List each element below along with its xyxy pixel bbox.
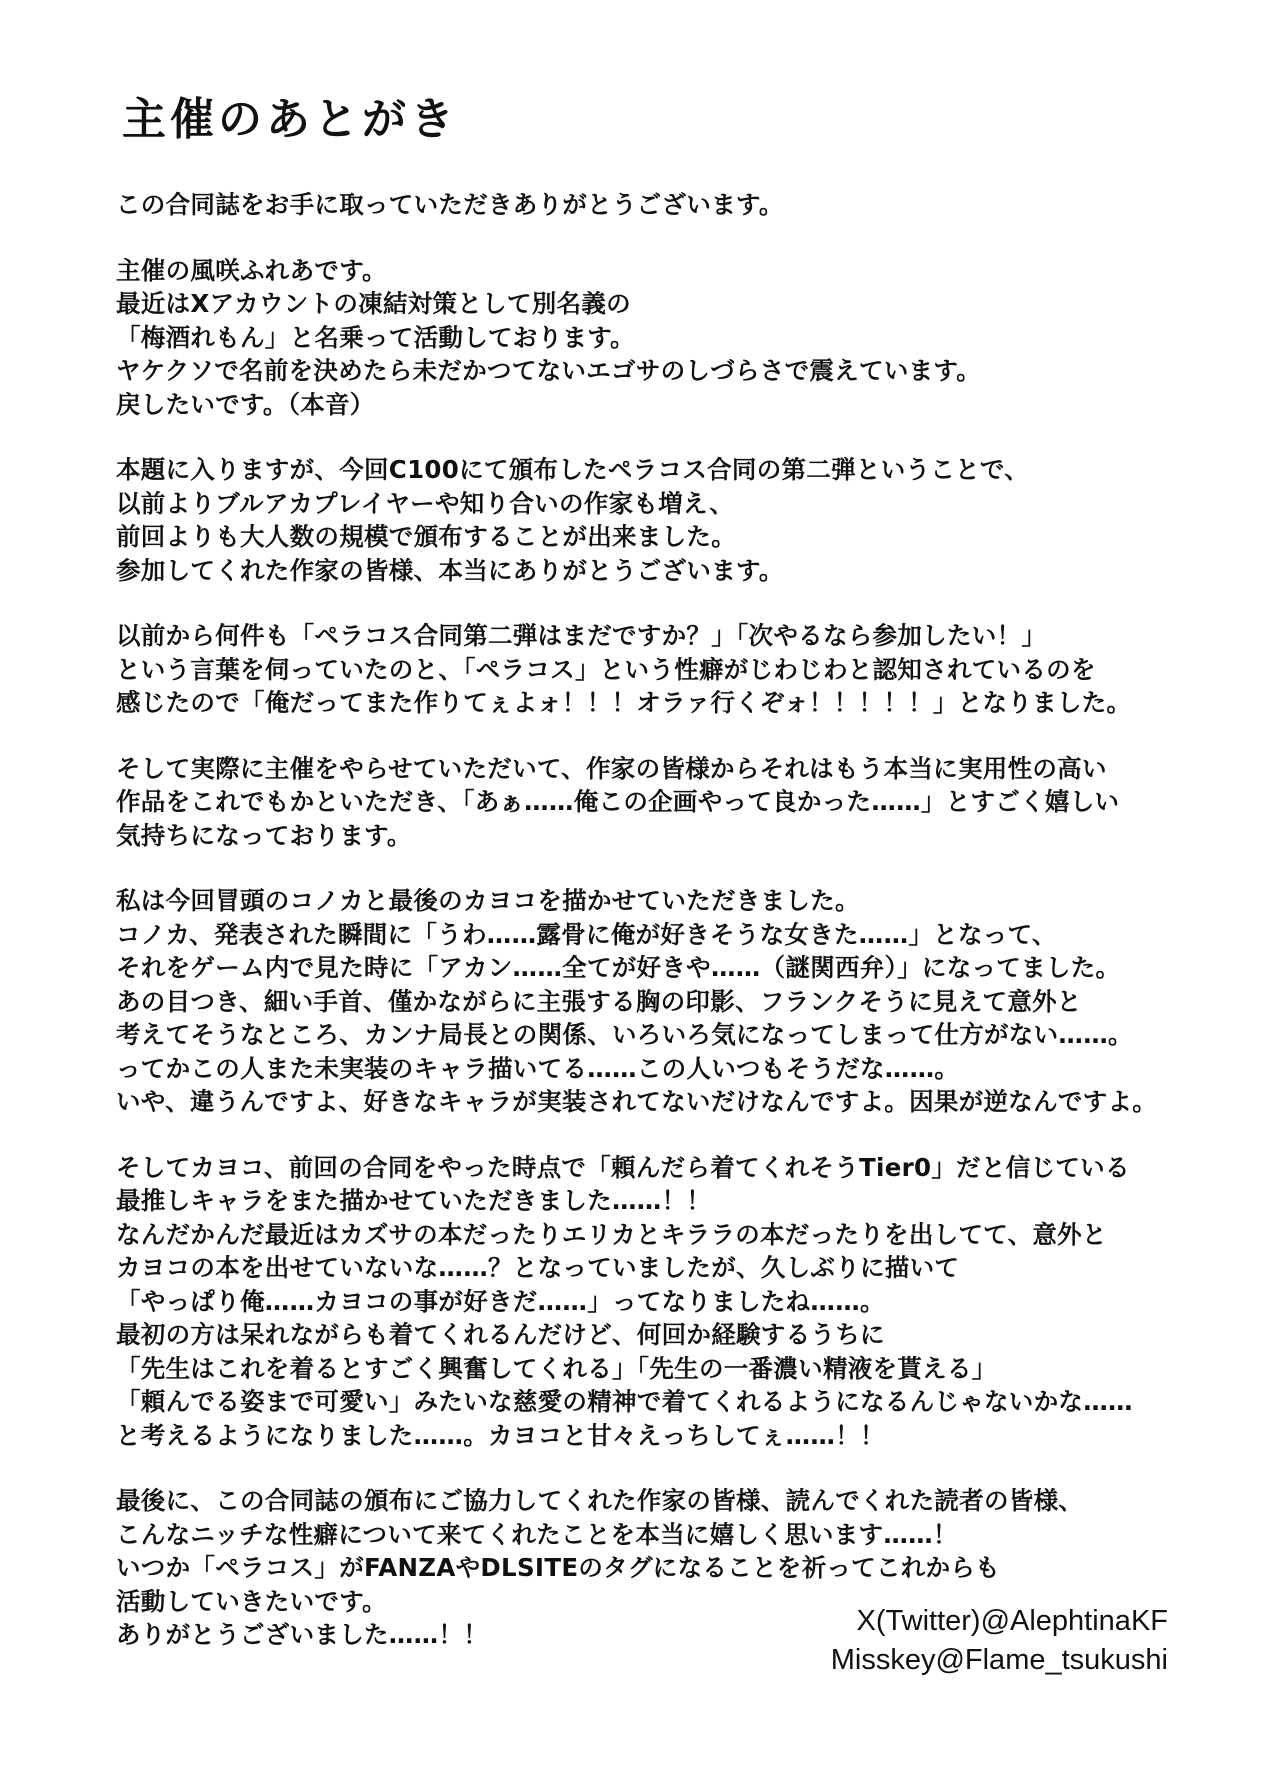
paragraph — [116, 188, 1176, 222]
text-line: 気持ちになっております。 — [116, 820, 412, 850]
text-line: ってかこの人また未実装のキャラ描いてる……この人いつもそうだな……。 — [116, 1053, 960, 1083]
page-title: 主催のあとがき — [122, 94, 458, 145]
text-line: 「やっぱり俺……カヨコの事が好きだ……」ってなりましたね……。 — [116, 1286, 885, 1316]
text-line: 本題に入りますが、今回C100にて頒布したペラコス合同の第二弾ということで、 — [116, 455, 1030, 484]
twitter-handle: X(Twitter)@AlephtinaKF — [856, 1605, 1168, 1637]
text-line: 最後に、この合同誌の頒布にご協力してくれた作家の皆様、読んでくれた読者の皆様、 — [116, 1486, 1084, 1515]
text-line: いつか「ペラコス」がFANZAやDLSITEのタグになることを祈ってこれからも — [116, 1553, 1000, 1582]
text-line: 最近はXアカウントの凍結対策として別名義の — [116, 289, 631, 318]
paragraph — [116, 1151, 1176, 1453]
text-line: ありがとうございました……！！ — [116, 1620, 488, 1649]
misskey-handle: Misskey@Flame_tsukushi — [830, 1644, 1168, 1676]
text-line: 「頼んでる姿まで可愛い」みたいな慈愛の精神で着てくれるようになるんじゃないかな…… — [116, 1387, 1133, 1416]
paragraph — [116, 752, 1176, 853]
text-line: 前回よりも大人数の規模で頒布することが出来ました。 — [116, 522, 736, 551]
paragraph — [116, 619, 1176, 720]
text-line: 作品をこれでもかといただき、「あぁ……俺この企画やって良かった……」とすごく嬉しい — [116, 787, 1120, 816]
text-line: そしてカヨコ、前回の合同をやった時点で「頼んだら着てくれそうTier0」だと信じている — [116, 1152, 1130, 1182]
text-line: ヤケクソで名前を決めたら未だかつてないエゴサのしづらさで震えています。 — [116, 356, 982, 385]
text-line: コノカ、発表された瞬間に「うわ……露骨に俺が好きそうな女きた……」となって、 — [116, 919, 1057, 949]
text-line: そして実際に主催をやらせていただいて、作家の皆様からそれはもう本当に実用性の高い — [116, 753, 1107, 783]
text-line: 「先生はこれを着るとすごく興奮してくれる」「先生の一番濃い精液を貰える」 — [116, 1353, 997, 1383]
text-line: この合同誌をお手に取っていただきありがとうございます。 — [116, 190, 784, 219]
text-line: それをゲーム内で見た時に「アカン……全てが好きや……（謎関西弁）」になってました。 — [116, 953, 1121, 982]
text-line: 「梅酒れもん」と名乗って活動しております。 — [116, 322, 635, 352]
text-line: という言葉を伺っていたのと、「ペラコス」という性癖がじわじわと認知されているのを — [116, 654, 1096, 684]
text-line: 活動していきたいです。 — [116, 1586, 387, 1616]
paragraph — [116, 254, 1176, 422]
text-line: なんだかんだ最近はカズサの本だったりエリカとキララの本だったりを出してて、意外と — [116, 1219, 1107, 1249]
text-line: 主催の風咲ふれあです。 — [116, 255, 387, 285]
text-line: 最推しキャラをまた描かせていただきました……！！ — [116, 1186, 712, 1215]
text-line: 参加してくれた作家の皆様、本当にありがとうございます。 — [116, 555, 784, 585]
text-line: 考えてそうなところ、カンナ局長との関係、いろいろ気になってしまって仕方がない……。 — [116, 1020, 1133, 1049]
afterword-body — [116, 188, 1176, 1684]
paragraph — [116, 884, 1176, 1119]
text-line: と考えるようになりました……。カヨコと甘々えっちしてぇ……！！ — [116, 1420, 885, 1450]
text-line: カヨコの本を出せていないな……？となっていましたが、久しぶりに描いて — [116, 1253, 960, 1282]
author-credits — [831, 1602, 1168, 1680]
text-line: こんなニッチな性癖について来てくれたことを本当に嬉しく思います……！ — [116, 1519, 958, 1549]
text-line: 以前から何件も「ペラコス合同第二弾はまだですか？」「次やるなら参加したい！」 — [116, 621, 1047, 650]
text-line: 感じたので「俺だってまた作りてぇよォ！！！オラァ行くぞォ！！！！！」となりました。 — [116, 688, 1132, 717]
text-line: 以前よりブルアカプレイヤーや知り合いの作家も増え、 — [116, 488, 735, 518]
text-line: 戻したいです。（本音） — [116, 389, 375, 419]
paragraph — [116, 453, 1176, 587]
text-line: いや、違うんですよ、好きなキャラが実装されてないだけなんですよ。因果が逆なんですよ。 — [116, 1087, 1158, 1116]
text-line: 私は今回冒頭のコノカと最後のカヨコを描かせていただきました。 — [116, 886, 860, 915]
text-line: あの目つき、細い手首、僅かながらに主張する胸の印影、フランクそうに見えて意外と — [116, 986, 1082, 1016]
text-line: 最初の方は呆れながらも着てくれるんだけど、何回か経験するうちに — [116, 1320, 885, 1349]
